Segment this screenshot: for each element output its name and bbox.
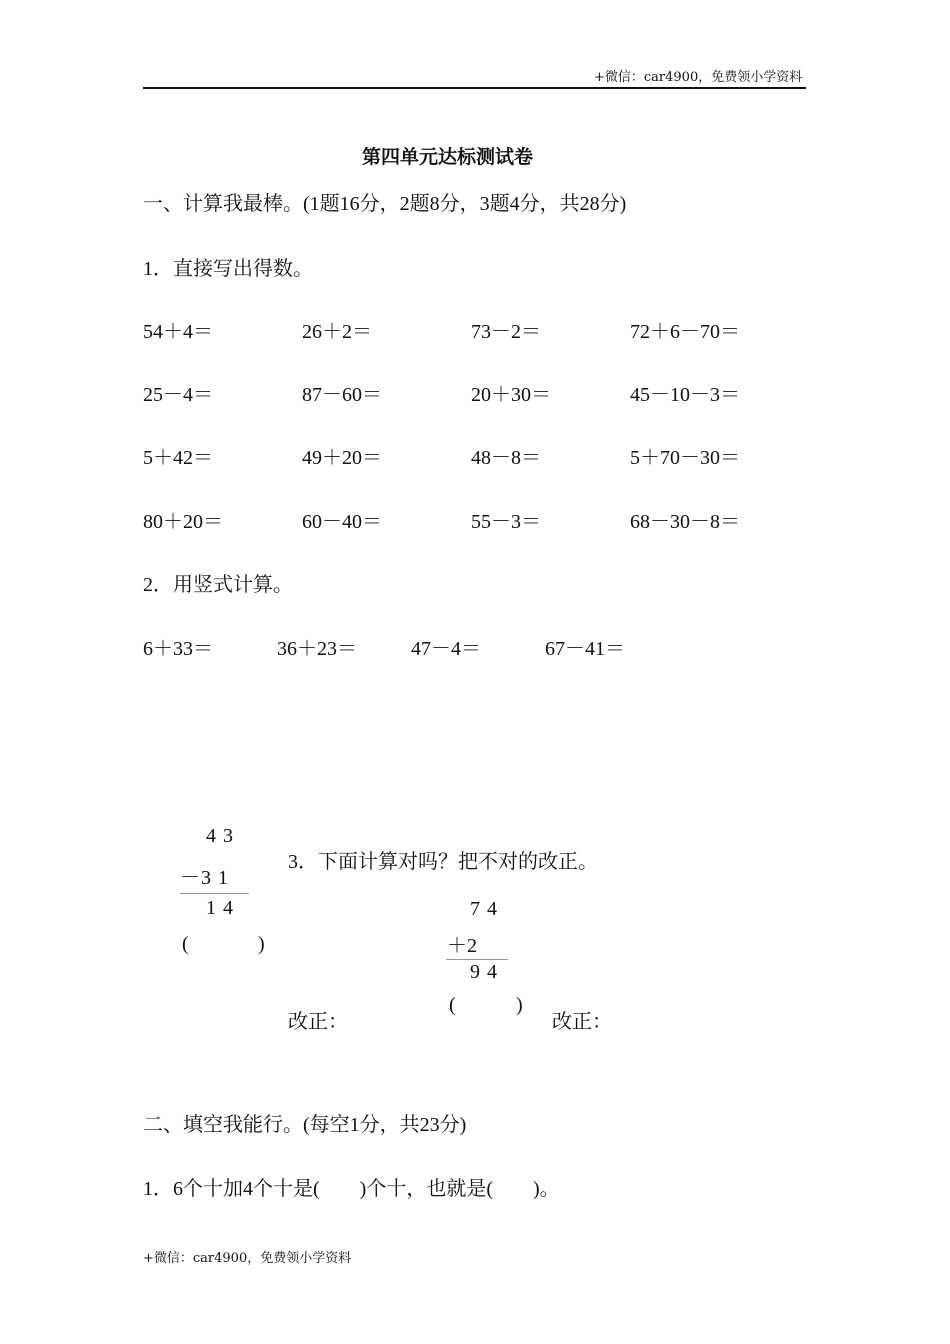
q2-item: 47－4＝ (411, 638, 481, 660)
q1-label: 1．直接写出得数。 (143, 258, 313, 280)
q1-item: 72＋6－70＝ (630, 321, 740, 343)
q2-item: 36＋23＝ (277, 638, 357, 660)
q1-item: 48－8＝ (471, 447, 541, 469)
q1-item: 49＋20＝ (302, 447, 382, 469)
q2-item: 6＋33＝ (143, 638, 213, 660)
calc-left-result: 1 4 (206, 897, 234, 919)
fix-label-left: 改正： (288, 1011, 348, 1033)
q1-item: 68－30－8＝ (630, 511, 740, 533)
q1-item: 45－10－3＝ (630, 384, 740, 406)
q2-item: 67－41＝ (545, 638, 625, 660)
calc-right-operand: ＋2 (447, 935, 477, 957)
fix-label-right: 改正： (552, 1011, 612, 1033)
q2-label: 2．用竖式计算。 (143, 574, 293, 596)
calc-right-result: 9 4 (470, 961, 498, 983)
section2-q1: 1．6个十加4个十是( )个十，也就是( )。 (143, 1178, 560, 1200)
page-title: 第四单元达标测试卷 (362, 146, 534, 168)
section2-heading: 二、填空我能行。(每空1分，共23分) (143, 1114, 467, 1136)
q3-label: 3．下面计算对吗？把不对的改正。 (288, 851, 598, 873)
q1-item: 5＋42＝ (143, 447, 213, 469)
header-note: +微信：car4900，免费领小学资料 (594, 70, 803, 85)
calc-left-rule (180, 893, 249, 894)
calc-left-top: 4 3 (206, 825, 234, 847)
q1-item: 20＋30＝ (471, 384, 551, 406)
q1-item: 60－40＝ (302, 511, 382, 533)
q1-item: 54＋4＝ (143, 321, 213, 343)
q1-item: 55－3＝ (471, 511, 541, 533)
calc-left-operand: －3 1 (180, 867, 229, 889)
q1-item: 87－60＝ (302, 384, 382, 406)
calc-right-top: 7 4 (470, 898, 498, 920)
footer-note: +微信：car4900，免费领小学资料 (143, 1251, 352, 1266)
section1-heading: 一、计算我最棒。(1题16分，2题8分，3题4分，共28分) (143, 193, 627, 215)
q1-item: 80＋20＝ (143, 511, 223, 533)
header-rule (143, 87, 806, 89)
q1-item: 73－2＝ (471, 321, 541, 343)
q1-item: 25－4＝ (143, 384, 213, 406)
calc-left-paren-open: ( (182, 933, 189, 955)
calc-left-paren-close: ) (258, 933, 265, 955)
calc-right-paren-close: ) (516, 994, 523, 1016)
q1-item: 26＋2＝ (302, 321, 372, 343)
q1-item: 5＋70－30＝ (630, 447, 740, 469)
calc-right-rule (446, 959, 508, 960)
calc-right-paren-open: ( (449, 994, 456, 1016)
